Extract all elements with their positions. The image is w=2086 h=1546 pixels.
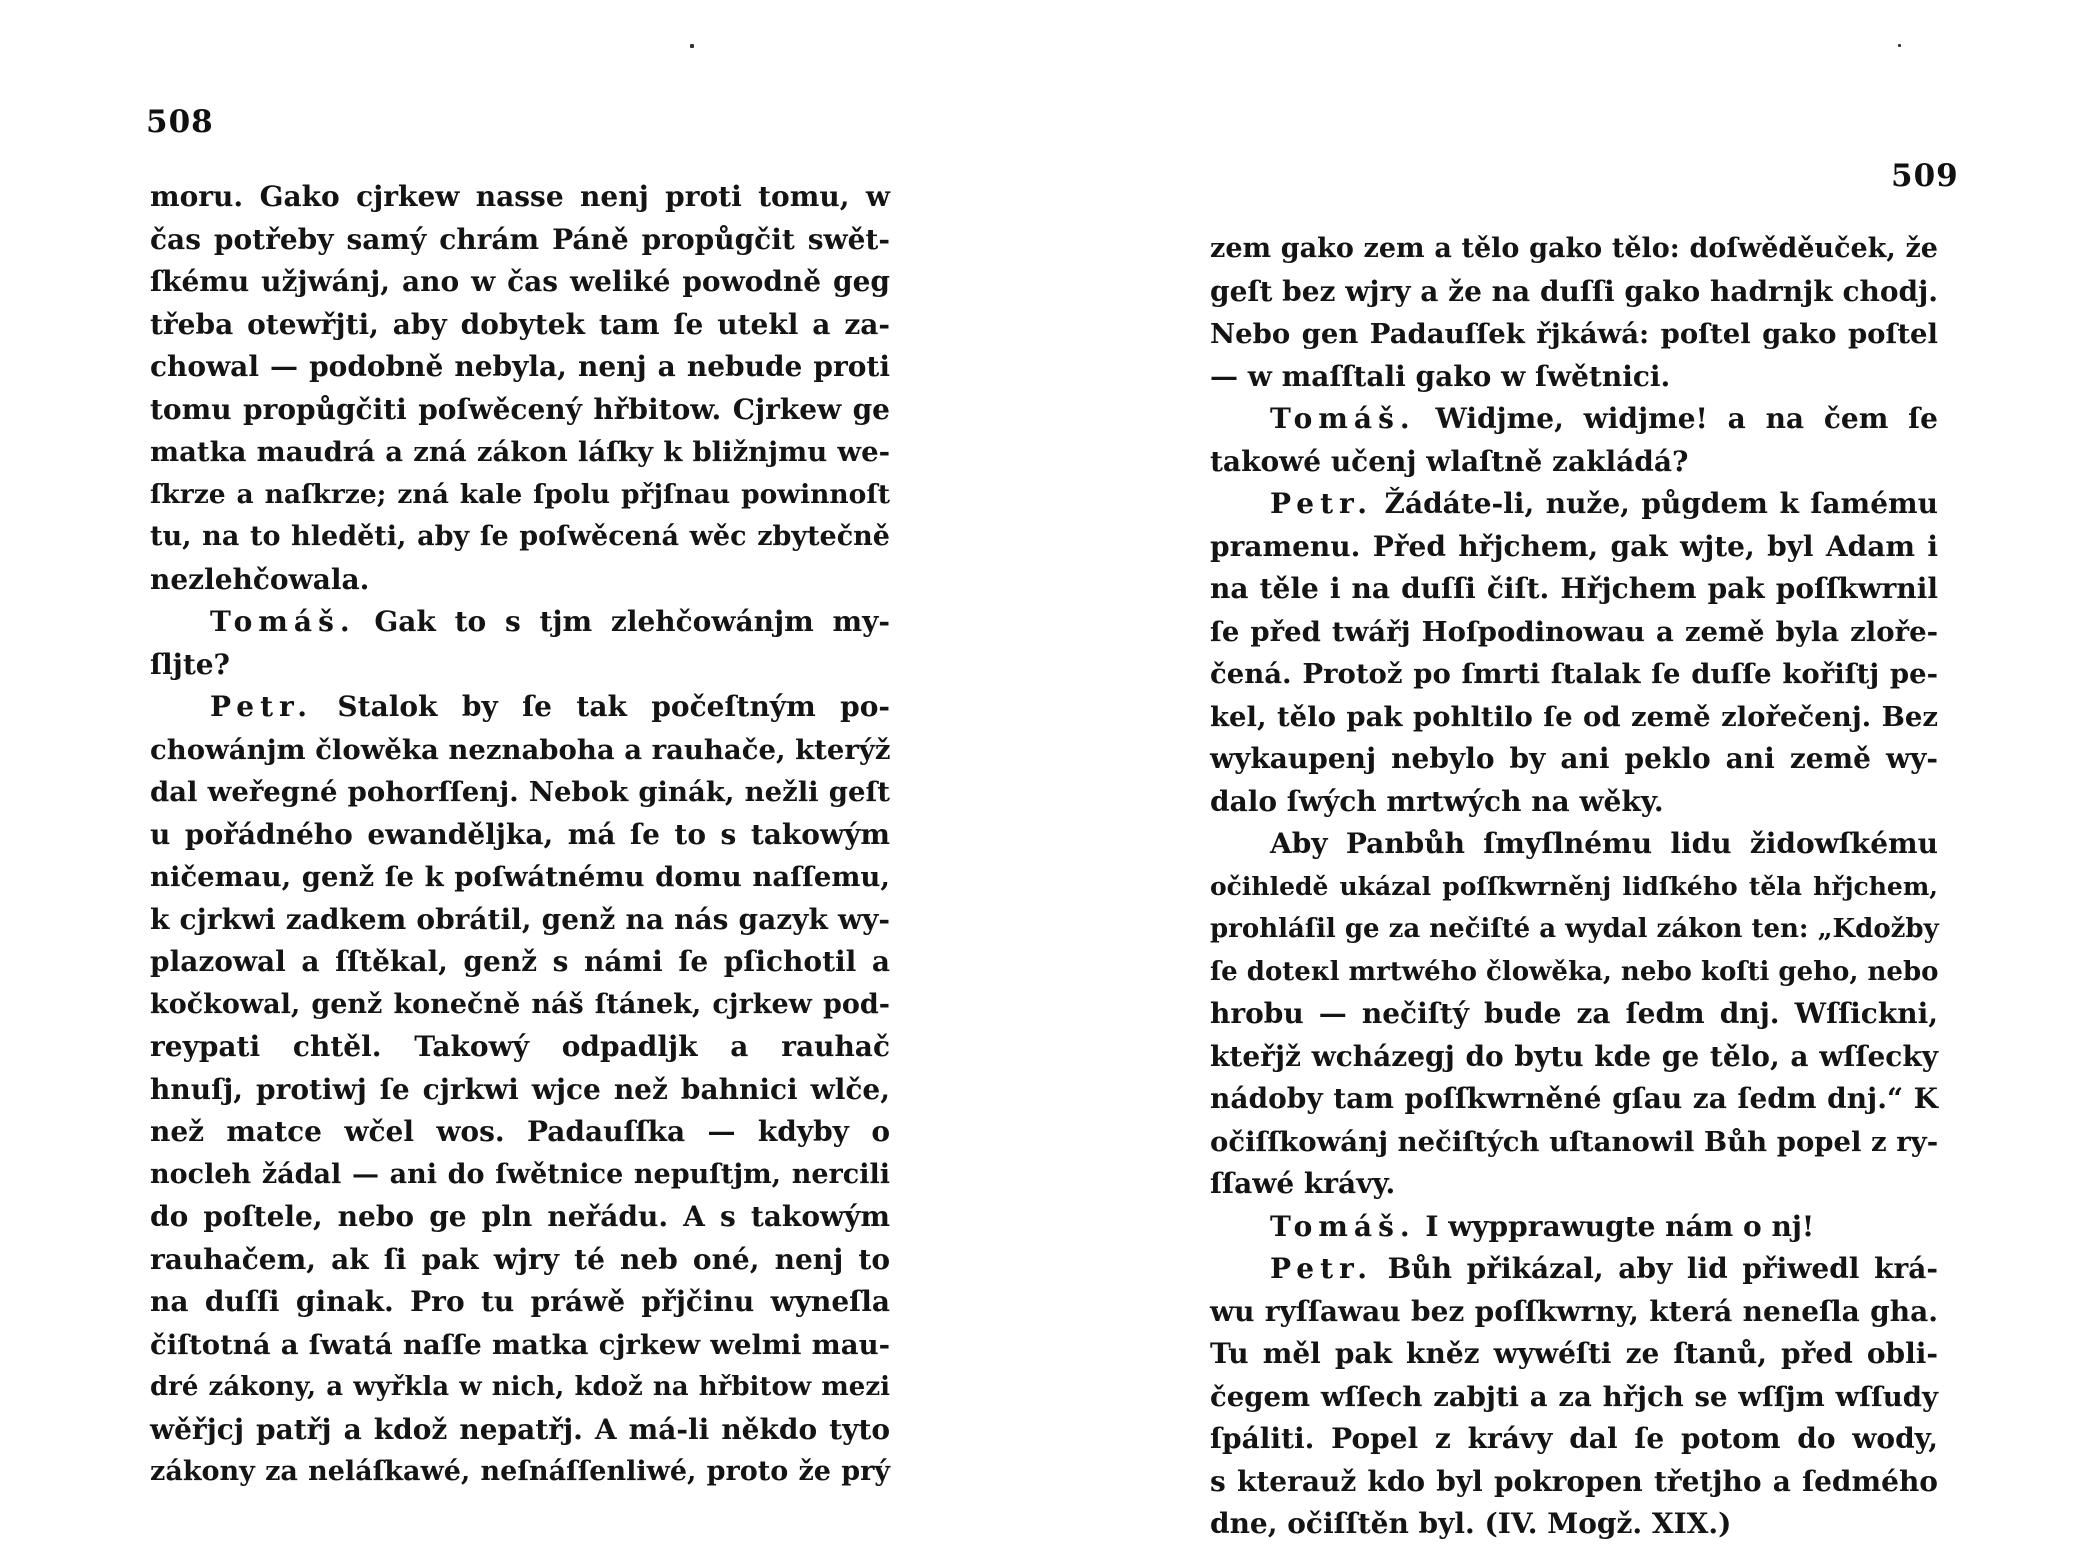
text-line: kočkowal, genž konečně náš ſtánek, cjrkew pod-	[150, 988, 890, 1020]
text-line: ſe doteкl mrtwého člowěka, nebo koſti geho, nebo	[1210, 956, 1939, 987]
left-page	[0, 0, 1043, 1500]
right-page	[1043, 0, 2086, 1540]
text-line: geſt bez wjry a že na duſſi gako hadrnjk chodj.	[1210, 274, 1938, 308]
text-line: kteřjž wcházegj do bytu kde ge tělo, a wſſecky	[1210, 1039, 1938, 1073]
text-line: k cjrkwi zadkem obrátil, genž na nás gazyk wy-	[150, 902, 890, 936]
text-column	[150, 176, 890, 1494]
text-line: kel, tělo pak pohltilo ſe od země zlořečenj. Bez	[1210, 700, 1938, 733]
text-line: Aby Panbůh ſmyſlnému lidu židowſkému	[1270, 827, 1938, 860]
dialogue-text: Gak to s tjm zlehčowánjm my-	[355, 605, 890, 638]
text-line: chowal — podobně nebyla, nenj a nebude proti	[150, 350, 890, 383]
text-line: s kterauž kdo byl pokropen třetjho a ſedmého	[1210, 1464, 1938, 1498]
text-line: ſe před twářj Hoſpodinowau a země byla zloře-	[1210, 615, 1938, 648]
text-line: pramenu. Před hřjchem, gak wjte, byl Adam i	[1210, 529, 1938, 563]
text-line: do poſtele, nebo ge pln neřádu. A s takowým	[150, 1200, 890, 1233]
dialogue-text: Widjme, widjme! a na čem ſe	[1415, 402, 1938, 435]
text-line: zem gako zem a tělo gako tělo: doſwěděuček, že	[1210, 233, 1938, 264]
text-line: tomu propůgčiti poſwěcený hřbitow. Cjrkew ge	[150, 392, 890, 426]
text-line: hnuſj, protiwj ſe cjrkwi wjce než bahnici wlče,	[150, 1072, 890, 1106]
text-line: dne, očiſſtěn byl. (IV. Mogž. XIX.)	[1210, 1507, 1732, 1540]
text-line: ničemau, genž ſe k poſwátnému domu naſſemu,	[150, 861, 890, 893]
speaker-name: Tomáš.	[1270, 1209, 1416, 1243]
text-line: takowé učenj wlaſtně zakládá?	[1210, 444, 1689, 478]
text-line	[150, 601, 890, 644]
text-line: ſljte?	[150, 647, 230, 681]
text-line: tu, na to hleděti, aby ſe poſwěcená wěc zbytečně	[150, 521, 890, 552]
text-line: hrobu — nečiſtý bude za ſedm dnj. Wſſickni,	[1210, 997, 1938, 1030]
page-number: 508	[146, 104, 214, 140]
text-line: wykaupenj nebylo by ani peklo ani země wy-	[1210, 742, 1938, 775]
text-line	[1210, 1248, 1938, 1291]
text-line: čiſtotná a ſwatá naſſe matka cjrkew welmi mau-	[150, 1328, 890, 1361]
text-line	[1210, 483, 1938, 526]
text-line: wu ryſſawau bez poſſkwrny, která neneſla gha.	[1210, 1294, 1938, 1328]
text-line: reypati chtěl. Takowý odpadljk a rauhač	[150, 1030, 890, 1063]
text-line: moru. Gako cjrkew nasse nenj proti tomu, w	[150, 180, 890, 213]
text-line: očihledě ukázal poſſkwrněnj lidſkého těla hřjchem,	[1210, 871, 1938, 901]
text-line: než matce wčel wos. Padauſſka — kdyby o	[150, 1115, 890, 1148]
text-line: nezlehčowala.	[150, 562, 370, 596]
dialogue-text: Stalok by ſe tak počeſtným po-	[312, 690, 890, 723]
text-line: plazowal a ſſtěkal, genž s námi ſe pſichotil a	[150, 945, 890, 978]
text-line: ſkrze a naſkrze; zná kale ſpolu přjſnau powinnoſt	[150, 478, 890, 510]
text-line: Nebo gen Padauſſek řjkáwá: poſtel gako poſtel	[1210, 318, 1938, 350]
print-speck	[690, 44, 694, 48]
speaker-name: Petr.	[1270, 1252, 1373, 1285]
text-line: wěřjcj patřj a kdož nepatřj. A má-li někdo tyto	[150, 1412, 890, 1446]
page-number: 509	[1891, 158, 1959, 194]
text-line: očiſſkowánj nečiſtých uſtanowil Bůh popel z ry-	[1210, 1125, 1939, 1158]
text-line: zákony za neláſkawé, neſnáſſenliwé, proto že prý	[150, 1456, 890, 1487]
text-line: dré zákony, a wyřkla w nich, kdož na hřbitow mezi	[150, 1372, 890, 1402]
text-line: nádoby tam poſſkwrněné gſau za ſedm dnj.“ K	[1210, 1082, 1938, 1115]
dialogue-text: Žádáte-li, nuže, půgdem k ſamému	[1372, 487, 1938, 520]
text-line: na těle i na duſſi čiſt. Hřjchem pak poſſkwrnil	[1210, 572, 1938, 605]
text-line: ſſawé krávy.	[1210, 1167, 1396, 1200]
text-line: Tu měl pak kněz wywéſti ze ſtanů, před obli-	[1210, 1337, 1938, 1370]
text-line: čená. Protož po ſmrti ſtalak ſe duſſe kořiſtj pe-	[1210, 658, 1938, 690]
speaker-name: Petr.	[210, 690, 313, 723]
text-line: rauhačem, ak ſi pak wjry té neb oné, nenj to	[150, 1242, 890, 1276]
text-line: ſpáliti. Popel z krávy dal ſe potom do wody,	[1210, 1422, 1938, 1455]
text-line: dal weřegné pohorſſenj. Nebok ginák, nežli geſt	[150, 776, 890, 808]
print-speck	[1898, 44, 1901, 47]
text-column	[1210, 228, 1938, 1546]
text-line: třeba otewřjti, aby dobytek tam ſe utekl a za-	[150, 307, 890, 341]
text-line: prohláſil ge za nečiſté a wydal zákon ten: „Kdožby	[1210, 914, 1939, 944]
dialogue-text: Bůh přikázal, aby lid přiwedl krá-	[1372, 1252, 1938, 1285]
text-line: matka maudrá a zná zákon láſky k bližnjmu we-	[150, 436, 890, 468]
text-line: čas potřeby samý chrám Páně propůgčit swět-	[150, 222, 890, 256]
speaker-name: Tomáš.	[210, 605, 356, 638]
text-line	[1210, 1206, 1938, 1249]
text-line: nocleh žádal — ani do ſwětnice nepuſtjm, nercili	[150, 1158, 890, 1190]
speaker-name: Petr.	[1270, 487, 1373, 520]
text-line: chowánjm člowěka neznaboha a rauhače, kterýž	[150, 733, 891, 766]
text-line: na duſſi ginak. Pro tu práwě přjčinu wyneſla	[150, 1285, 890, 1318]
speaker-name: Tomáš.	[1270, 402, 1416, 435]
text-line: čegem wſſech zabjti a za hřjch se wſſjm wſſudy	[1210, 1380, 1938, 1413]
text-line	[1210, 398, 1938, 441]
text-line: dalo ſwých mrtwých na wěky.	[1210, 784, 1664, 818]
text-line	[150, 686, 890, 729]
text-line: — w maſſtali gako w ſwětnici.	[1210, 359, 1671, 393]
text-line: ſkému užjwánj, ano w čas weliké powodně geg	[150, 265, 890, 298]
text-line: u pořádného ewanděljka, má ſe to s takowým	[150, 817, 890, 851]
dialogue-text: I wypprawugte nám o nj!	[1415, 1209, 1815, 1243]
